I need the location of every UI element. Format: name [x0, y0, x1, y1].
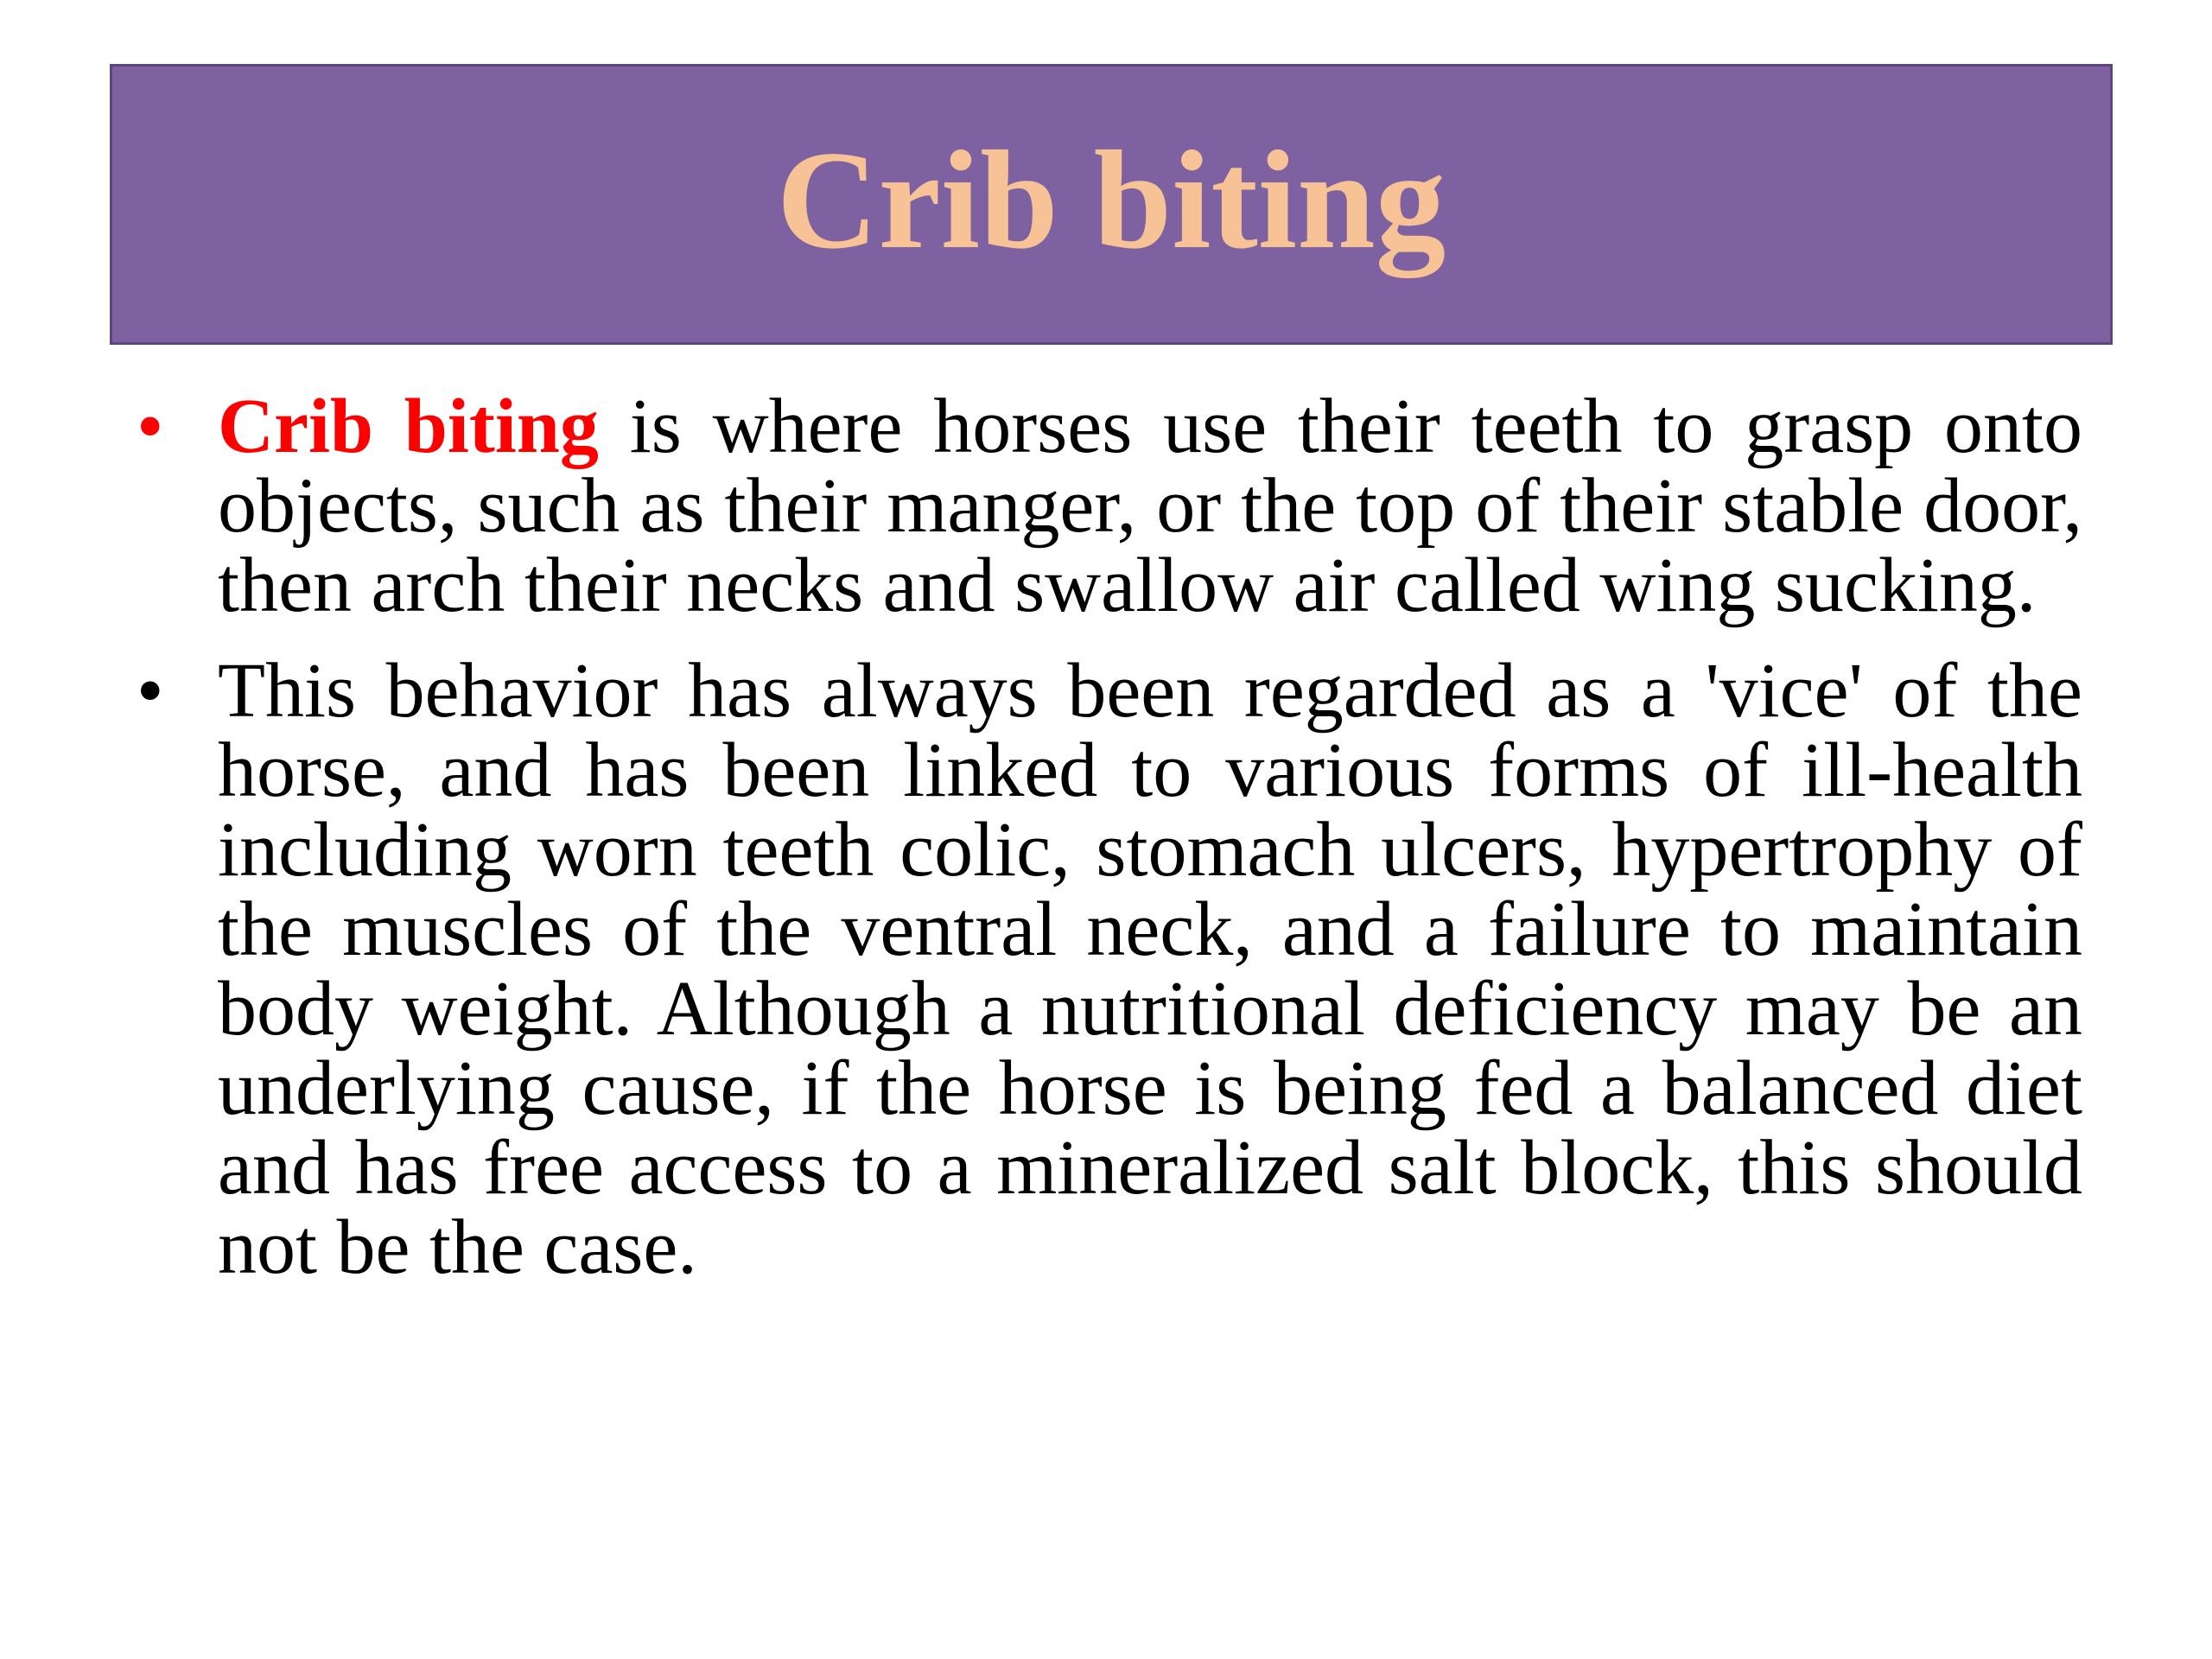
- bullet-text: This behavior has always been regarded as a 'vice' of the horse, and has been linked to various forms of ill-health including worn teeth colic, stomach ulcers, hypertrophy of the muscles of the ventral neck, and a failure to maintain body weight. Although a nutritional deficiency may be an underlying cause, if the horse is being fed a balanced diet and has free access to a mineralized salt block, this should not be the case.: [218, 648, 2082, 1290]
- bullet-icon: •: [137, 384, 164, 469]
- slide-body: [130, 384, 2082, 1313]
- highlighted-term: Crib biting: [218, 384, 599, 469]
- title-banner: [110, 64, 2113, 345]
- slide-title: Crib biting: [776, 123, 1446, 278]
- bullet-item-2: [130, 648, 2082, 1290]
- bullet-item-1: [130, 384, 2082, 628]
- bullet-icon: •: [137, 648, 164, 734]
- bullet-text: is where horses use their teeth to grasp onto objects, such as their manger, or the top of their stable door, then arch their necks and swallow air called wing sucking.: [218, 384, 2082, 628]
